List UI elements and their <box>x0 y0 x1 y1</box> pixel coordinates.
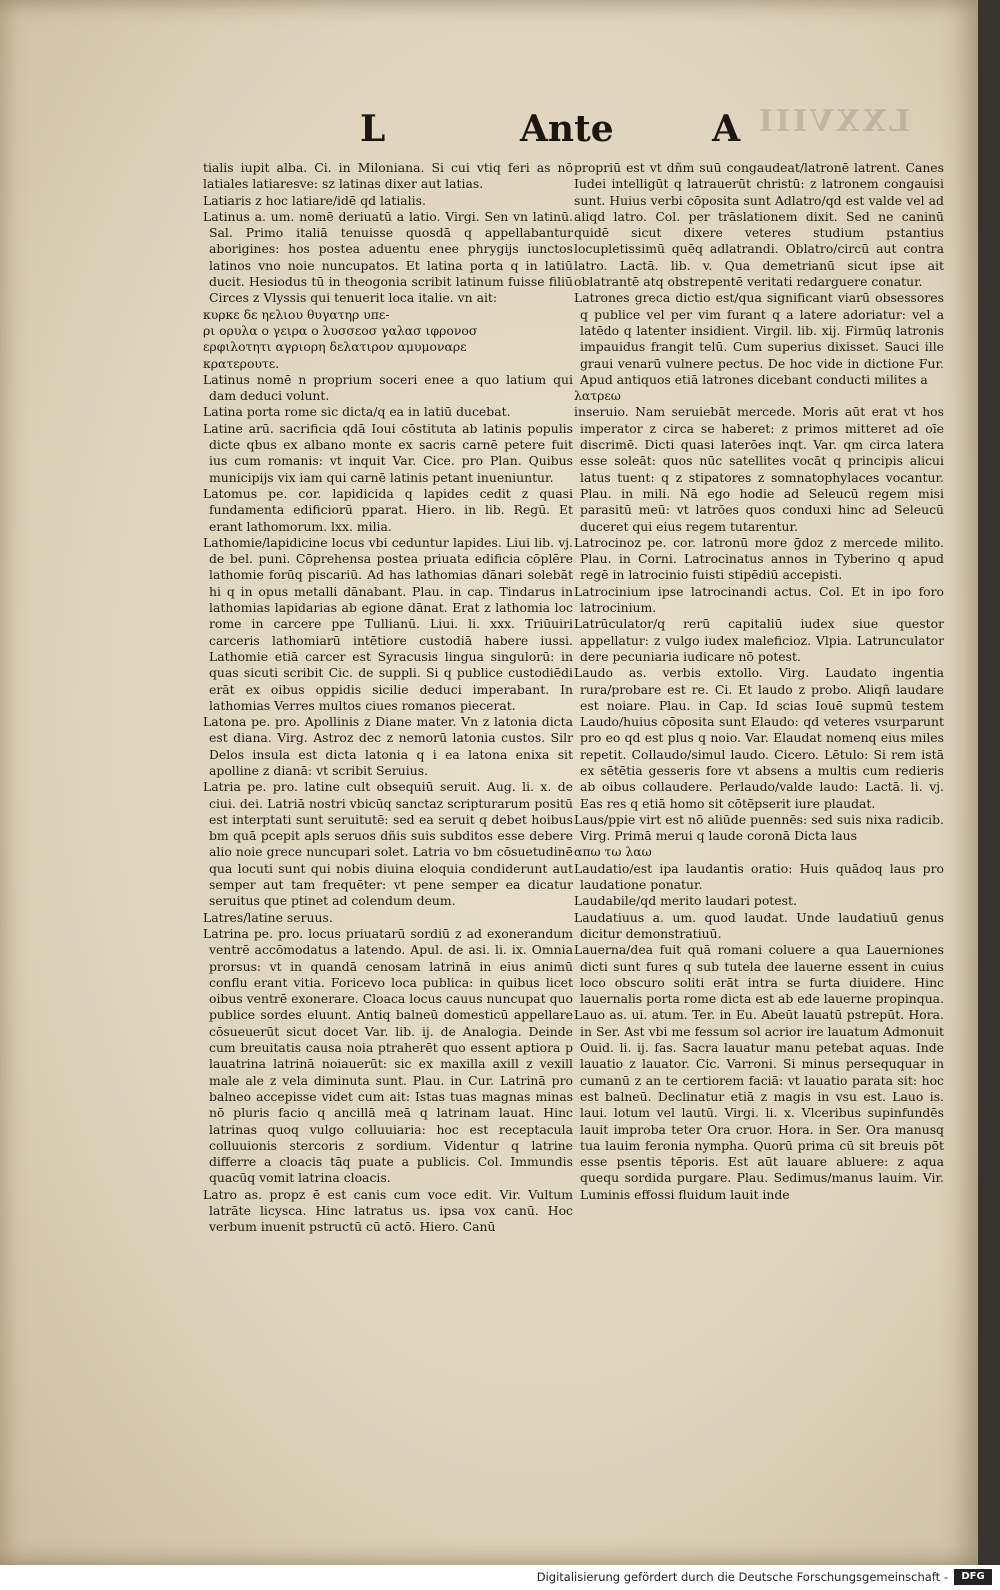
right-column <box>574 160 944 1203</box>
funding-credit: Digitalisierung gefördert durch die Deutsche Forschungsgemeinschaft - <box>536 1570 948 1584</box>
dictionary-entry: Latine arū. sacrificia qdā Ioui cōstituta ab latinis populis dicte qbus ex albano monte ex sacris carnē petere fuit ius cum romanis: vt inquit Var. Cice. pro Plan. Quibus municipijs vix iam qui carnē latinis petant inueniuntur. <box>203 420 573 485</box>
dictionary-entry: Latrocinium ipse latrocinandi actus. Col. Et in ipo foro latrocinium. <box>574 583 944 616</box>
dictionary-entry: inseruio. Nam seruiebāt mercede. Moris aūt erat vt hos imperator z circa se haberet: z primos mitteret ad oīe discrimē. Dicti quasi laterōes inqt. Var. qm circa latera esse soleāt: quos nūc satellites vocāt q principis alicui latus tuent: q z stipatores z somnatophylaces vocantur. Plau. in mili. Nā ego hodie ad Seleucū regem misi parasitū meū: vt latrōes quos conduxi hinc ad Seleucū duceret qui eius regem tutarentur. <box>574 404 944 534</box>
dictionary-entry: Latrocinoz pe. cor. latronū more ḡdoz z mercede milito. Plau. in Corni. Latrocinatus annos in Tyberino q apud regē in latrocinio fuisti stipēdiū accepisti. <box>574 534 944 583</box>
dictionary-entry: propriū est vt dñm suū congaudeat/latronē latrent. Canes Iudei intelligūt q latrauerūt christū: z latronem congauisi sunt. Huius verbi cōposita sunt Adlatro/qd est valde vel ad aliqd latro. Col. per trāslationem dixit. Sed ne caninū quidē sicut dixere veteres studium pstantius locupletissimū quēq adlatrandi. Oblatro/circū aut contra latro. Lactā. lib. v. Qua demetrianū sicut ipse ait oblatrantē atq obstrepentē veritati redarguere conatur. <box>574 160 944 290</box>
dictionary-entry: Latrūculator/q rerū capitaliū iudex siue questor appellatur: z vulgo iudex maleficioz. Vlpia. Latrunculator dere pecuniaria iudicare nō potest. <box>574 616 944 664</box>
header-letter-left: L <box>360 108 386 150</box>
dictionary-entry: Latina porta rome sic dicta/q ea in latiū ducebat. <box>203 404 511 420</box>
running-header <box>360 108 740 158</box>
header-letter-right: A <box>712 108 740 150</box>
dictionary-entry: Latria pe. pro. latine cult obsequiū seruit. Aug. li. x. de ciui. dei. Latriā nostri vbicūq sanctaz scripturarum positū est interptati sunt seruitutē: sed ea seruit q debet hoibus bm quā pcepit apls seruos dñis suis subditos esse debere alio noie grece nuncupari solet. Latria vo bm cōsuetudinē qua locuti sunt qui nobis diuina eloquia condiderunt aut semper aut tam frequēter: vt pene semper ea dicatur seruitus que ptinet ad colendum deum. <box>203 779 573 909</box>
dictionary-entry: Latrina pe. pro. locus priuatarū sordiū z ad exonerandum ventrē accōmodatus a latendo. Apul. de asi. li. ix. Omnia prorsus: vt in quandā cenosam latrinā in eius animū conflu erant vitia. Foricevo loca publica: in quibus licet oibus ventrē exonerare. Cloaca locus cauus nuncupat quo publice sordes eluunt. Antiq balneū domesticū appellare cōsueuerūt sicut docet Var. lib. ij. de Analogia. Deinde cum breuitatis causa noia ptraherēt quo essent aptiora p lauatrina latrinā noiauerūt: sic ex maxilla axill z vexill male ale z vela diminuta sunt. Plau. in Cur. Latrinā pro balneo accepisse videt cum ait: Istas tuas magnas minas nō pluris facio q ancillā meā q latrinam lauat. Hinc latrinas quoq vulgo colluuiaria: hoc est receptacula colluuionis stercoris z sordium. Videntur q latrine differre a cloacis tāq puate a publicis. Col. Immundis quacūq vomit latrina cloacis. <box>203 925 573 1186</box>
dictionary-entry: Latomus pe. cor. lapidicida q lapides cedit z quasi fundamenta edificiorū pparat. Hiero. in lib. Regū. Et erant lathomorum. lxx. milia. <box>203 485 573 534</box>
greek-line: ερφιλοτητι αγριορη δελατιρον αμυμοναρε <box>203 339 467 355</box>
dictionary-entry: Laus/ppie virt est nō aliūde puennēs: sed suis nixa radicib. Virg. Primā merui q laude coronā Dicta laus <box>574 811 944 844</box>
left-column <box>203 160 573 1236</box>
dictionary-entry: Laudabile/qd merito laudari potest. <box>574 893 797 909</box>
dictionary-entry: Latinus nomē n proprium soceri enee a quo latium qui dam deduci volunt. <box>203 371 573 404</box>
greek-line: απω τω λαω <box>574 844 652 860</box>
dictionary-entry: Latona pe. pro. Apollinis z Diane mater. Vn z latonia dicta est diana. Virg. Astroz dec z nemorū latonia custos. Silr Delos insula est dicta latonia q i ea latona enixa sit apolline z dianā: vt scribit Seruius. <box>203 714 573 778</box>
bleed-through-header: LXXVIII <box>755 104 910 139</box>
dictionary-entry: tialis iupit alba. Ci. in Miloniana. Si cui vtiq feri as nō latiales latiaresve: sz latinas dixer aut latias. <box>203 160 573 192</box>
dictionary-entry: Lauo as. ui. atum. Ter. in Eu. Abeūt lauatū pstrepūt. Hora. in Ser. Ast vbi me fessum sol acrior ire lauatum Admonuit Ouid. li. ij. fas. Sacra lauatur manu petebat aquas. Inde lauatio z lauator. Cic. Varroni. Si minus perseququar in cumanū z an te certiorem faciā: vt lauatio parata sit: hoc est balneū. Declinatur etiā z magis in vsu est. Lauo is. laui. lotum vel lautū. Virgi. li. x. Vlceribus supinfundēs lauit improba teter Ora cruor. Hora. in Ser. Ora manusq tua lauim feronia nympha. Quorū prima cū sit breuis pōt esse psentis tēporis. Est aūt lauare abluere: z aqua quequ sordida purgare. Plau. Sedimus/manus lauim. Vir. Luminis effossi fluidum lauit inde <box>574 1007 944 1202</box>
footer-bar <box>0 1565 1000 1590</box>
dictionary-entry: Latiaris z hoc latiare/idē qd latialis. <box>203 192 426 208</box>
dictionary-entry: Lauerna/dea fuit quā romani coluere a qua Lauerniones dicti sunt fures q sub tutela dee lauerne essent in cuius loco obscuro soliti erāt intra se furta diuidere. Hinc lauernalis porta rome dicta est ab ede lauerne propinqua. <box>574 942 945 1007</box>
dictionary-entry: Laudatio/est ipa laudantis oratio: Huis quādoq laus pro laudatione ponatur. <box>574 860 944 893</box>
dfg-logo: DFG <box>954 1569 992 1585</box>
dictionary-entry: Latrones greca dictio est/qua significant viarū obsessores q publice vel per vim furant q a latere adoriatur: vel a latēdo q latenter insidient. Virgil. lib. xij. Firmūq latronis impauidus frangit telū. Cum superius dixisset. Sauci ille graui venarū vulnere pectus. De hoc vide in dictione Fur. Apud antiquos etiā latrones dicebant conducti milites a <box>574 290 944 387</box>
dictionary-entry: Lathomie/lapidicine locus vbi ceduntur lapides. Liui lib. vj. de bel. puni. Cōprehensa postea priuata edificia cōplēre lathomie forūq piscariū. Ad has lathomias dānari solebāt hi q in opus metalli dānabant. Plau. in cap. Tindarus in lathomias lapidarias ab egione dānat. Erat z lathomia loc rome in carcere ppe Tullianū. Liui. li. xxx. Triūuiri carceris lathomiarū intētiore custodiā habere iussi. Lathomie etiā carcer est Syracusis lingua singulorū: in quas sicuti scribit Cic. de suppli. Si q publice custodiēdi erāt ex oibus oppidis sicilie deduci imperabant. In lathomias Verres multos ciues romanos piecerat. <box>203 534 573 713</box>
greek-line: κρατερουτε. <box>203 355 280 371</box>
dictionary-entry: Latro as. propz ē est canis cum voce edit. Vir. Vultum latrāte licysca. Hinc latratus us. ipsa vox canū. Hoc verbum inuenit pstructū cū actō. Hiero. Canū <box>203 1186 573 1235</box>
dictionary-entry: Latres/latine seruus. <box>203 909 333 925</box>
greek-line: ρι ορυλα ο γειρα ο λυσσεοσ γαλασ ιφρονοσ <box>203 322 478 338</box>
dictionary-entry: Laudatiuus a. um. quod laudat. Unde laudatiuū genus dicitur demonstratiuū. <box>574 909 944 941</box>
header-word: Ante <box>520 108 614 150</box>
greek-line: κυρκε δε ηελιου θυγατηρ υπε- <box>203 306 390 322</box>
dictionary-entry: Latinus a. um. nomē deriuatū a latio. Virgi. Sen vn latinū. Sal. Primo italiā tenuisse quosdā q appellabantur aborigines: hos postea aduentu enee phrygijs iunctos latinos vno noie nuncupatos. Et latina porta q in latiū ducit. Hesiodus tū in theogonia scribit latinum fuisse filiū Circes z Vlyssis qui tenuerit loca italie. vn ait: <box>203 208 573 306</box>
greek-line: λατρεω <box>574 388 621 404</box>
dictionary-entry: Laudo as. verbis extollo. Virg. Laudato ingentia rura/probare est re. Ci. Et laudo z probo. Aliqñ laudare est noiare. Plau. in Cap. Id scias Iouē supmū testem Laudo/huius cōposita sunt Elaudo: qd veteres vsurparunt pro eo qd est plus q noio. Var. Elaudat nomenq eius miles repetit. Collaudo/simul laudo. Cicero. Lētulo: Si rem istā ex sētētia gesseris fore vt absens a multis cum redieris ab oibus collaudere. Perlaudo/valde laudo: Lactā. li. vj. Eas res q etiā homo sit cōtēpserit iure plaudat. <box>574 665 944 811</box>
